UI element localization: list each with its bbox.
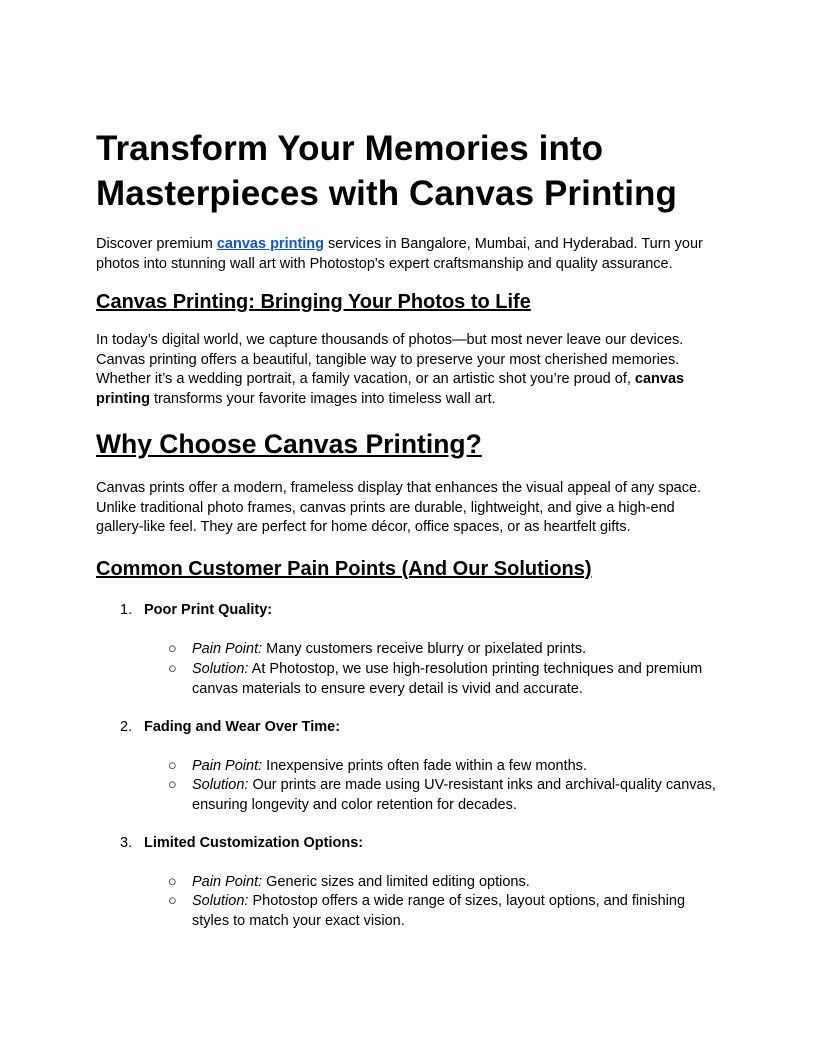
- pain-point-label: Pain Point:: [192, 874, 263, 890]
- bullet-circle-icon: ○: [168, 641, 177, 657]
- item-title: Fading and Wear Over Time:: [144, 719, 341, 735]
- list-item-number: [120, 600, 272, 620]
- pain-point-label: Pain Point:: [192, 758, 263, 774]
- section1-paragraph: [96, 331, 720, 409]
- intro-paragraph: [96, 234, 720, 274]
- section-heading-why-choose: Why Choose Canvas Printing?: [96, 429, 482, 459]
- item-title: Poor Print Quality:: [144, 602, 273, 618]
- section-heading-pain-points: Common Customer Pain Points (And Our Solutions): [96, 558, 592, 580]
- bullet-circle-icon: ○: [168, 758, 177, 774]
- section1-text-end: transforms your favorite images into timeless wall art.: [149, 390, 496, 407]
- page-title: Transform Your Memories into Masterpieces with Canvas Printing: [96, 129, 677, 213]
- solution-label: Solution:: [192, 777, 249, 793]
- pain-point-text: Inexpensive prints often fade within a few months.: [262, 758, 587, 774]
- intro-text-after: services in Bangalore, Mumbai, and Hyderabad. Turn your photos into stunning wall art with Photostop's expert craftsmanship and quality assurance.: [96, 236, 703, 272]
- intro-text-before: Discover premium: [96, 236, 217, 252]
- canvas-printing-link[interactable]: canvas printing: [216, 236, 325, 252]
- section2-paragraph: Canvas prints offer a modern, frameless display that enhances the visual appeal of any space. Unlike traditional photo frames, canvas prints are durable, lightweight, and give a high-end gallery-like feel. They are perfect for home décor, office spaces, or as heartfelt gifts.: [96, 480, 702, 535]
- solution-text: Photostop offers a wide range of sizes, layout options, and finishing styles to match your exact vision.: [192, 893, 686, 929]
- solution-label: Solution:: [192, 661, 249, 677]
- item-number: 3.: [120, 835, 133, 851]
- solution-text: Our prints are made using UV-resistant inks and archival-quality canvas, ensuring longevity and color retention for decades.: [192, 777, 716, 813]
- list-item-number: [120, 717, 340, 737]
- section-heading-bringing-photos: Canvas Printing: Bringing Your Photos to Life: [96, 291, 531, 313]
- bullet-circle-icon: ○: [168, 874, 177, 890]
- solution-text: At Photostop, we use high-resolution printing techniques and premium canvas materials to ensure every detail is vivid and accurate.: [192, 661, 703, 697]
- pain-point-text: Many customers receive blurry or pixelated prints.: [262, 641, 587, 657]
- bullet-circle-icon: ○: [168, 893, 177, 909]
- item-number: 2.: [120, 719, 133, 735]
- pain-point-text: Generic sizes and limited editing options.: [262, 874, 530, 890]
- bullet-circle-icon: ○: [168, 661, 177, 677]
- pain-point-label: Pain Point:: [192, 641, 263, 657]
- section1-bold-text: canvas printing: [96, 371, 685, 407]
- bullet-circle-icon: ○: [168, 777, 177, 793]
- solution-label: Solution:: [192, 893, 249, 909]
- item-title: Limited Customization Options:: [144, 835, 364, 851]
- list-item-number: [120, 833, 363, 853]
- item-number: 1.: [120, 602, 133, 618]
- section1-text: In today’s digital world, we capture thousands of photos—but most never leave our devices. Canvas printing offers a beautiful, tangible way to preserve your most cherished memories. Whether it’s a wedding portrait, a family vacation, or an artistic shot you’re proud of,: [96, 332, 684, 387]
